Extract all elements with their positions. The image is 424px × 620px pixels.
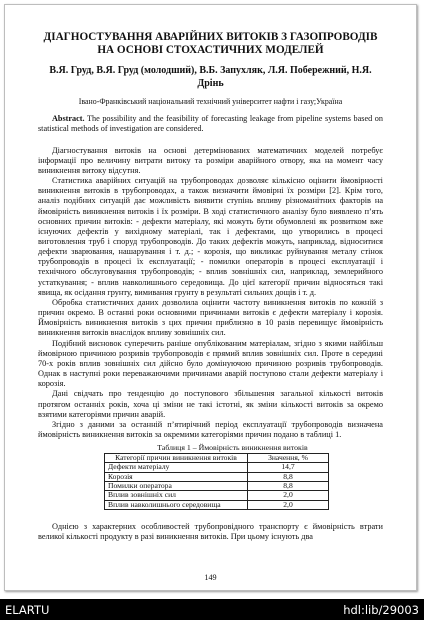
body-paragraph: Статистика аварійних ситуацій на трубопроводах дозволяє кількісно оцінити ймовірності виникнення витоків в трубопроводах, а також визначити ймовірні їх розміри [2]. Крім того, аналіз подібних ситуацій дає можливість виявити ступінь впливу різноманітних факторів на ймовірність виникнення витоків і їх розміри. В ході статистичного аналізу було виявлено п’ять основних причин витоків: - дефекти матеріалу, які можуть бути обумовлені як розвитком вже існуючих дефектів у вихідному матеріалі, так і дефектами, що утворились в процесі виготовлення труб і споруд трубопроводів. До таких дефектів можуть, наприклад, відноситися дефекти зварювання, нашарування і т. д.; - корозія, що викликає руйнування металу стінок трубопроводів в процесі їх експлуатації; - помилки операторів в процесі експлуатації і технічного обслуговування трубопроводів; - вплив зовнішніх сил, наприклад, землерийного устаткування; - вплив навколишнього середовища. До цієї категорії причин відносяться такі явища, як осідання грунту, вимивання грунту в результаті сильних дощів і т. д. xyxy=(38,176,383,297)
paper-authors: В.Я. Груд, В.Я. Груд (молодший), В.Б. Запухляк, Л.Я. Побережний, Н.Я. Дрінь xyxy=(49,65,372,89)
table-header-cell: Категорії причин виникнення витоків xyxy=(105,454,248,463)
table-cell: 2,0 xyxy=(248,491,329,500)
paper-affiliation: Івано-Франківський національний технічний університет нафти і газу;Україна xyxy=(78,97,343,106)
abstract-text: The possibility and the feasibility of forecasting leakage from pipeline systems based on statistical methods of investigation are considered. xyxy=(38,114,383,134)
repository-label: ELARTU xyxy=(5,603,50,617)
table-row xyxy=(105,491,329,500)
table-caption: Таблиця 1 – Ймовірність виникнення витоків xyxy=(157,443,308,453)
table-cell: 2,0 xyxy=(248,500,329,509)
abstract xyxy=(38,114,383,135)
table-cell: Помилки оператора xyxy=(105,482,248,491)
paper-title: ДІАГНОСТУВАННЯ АВАРІЙНИХ ВИТОКІВ З ГАЗОПРОВОДІВ НА ОСНОВІ СТОХАСТИЧНИХ МОДЕЛЕЙ xyxy=(43,31,378,56)
document-page xyxy=(4,4,417,591)
body-paragraph: Дані свідчать про тенденцію до поступового збільшення загальної кількості витоків протягом останніх років, хоча ці зміни не такі істотні, як зміни кількості витоків за окремо взятими категоріями причин аварій. xyxy=(38,389,383,419)
footer-bar xyxy=(0,599,424,620)
spacer xyxy=(38,510,383,522)
table-row xyxy=(105,500,329,509)
body-paragraph: Однією з характерних особливостей трубопровідного транспорту є ймовірність втрати великої кількості продукту в разі виникнення витоків. При цьому існують два xyxy=(38,521,383,542)
body-paragraph: Діагностування витоків на основі детермінованих математичних моделей потребує інформації про величину витрати витоку та розміри аварійного отвору, яка на момент часу виникнення витоку відсутня. xyxy=(38,145,383,175)
table-cell: 14,7 xyxy=(248,463,329,472)
page-content xyxy=(38,24,383,542)
body-paragraph: Подібний висновок суперечить раніше опублікованим матеріалам, згідно з якими найбільш ймовірною причиною розривів трубопроводів є прямий вплив зовнішніх сил. Проте в середині 70-х років вплив зовнішніх сил дійсно було домінуючою причиною розривів трубопроводів. Однак в наступні роки переважаючими причинами аварій поступово стали дефекти матеріалу і корозія. xyxy=(38,338,383,389)
table-header-cell: Значення, % xyxy=(248,454,329,463)
table-cell: Дефекти матеріалу xyxy=(105,463,248,472)
table-cell: 8,8 xyxy=(248,472,329,481)
table-cell: Вплив зовнішніх сил xyxy=(105,491,248,500)
body-paragraph: Згідно з даними за останній п’ятирічний період експлуатації трубопроводів визначена ймовірність виникнення витоків за окремими категоріями причин подано в таблиці 1. xyxy=(38,419,383,439)
body-paragraph: Обробка статистичних даних дозволила оцінити частоту виникнення витоків по кожній з причин окремо. В останні роки основними причинами витоків є дефекти матеріалу і корозія. Ймовірність виникнення витоків з цих причин приблизно в 10 разів перевищує ймовірність виникнення витоків внаслідок впливу зовнішніх сил. xyxy=(38,297,383,338)
table-cell: 8,8 xyxy=(248,482,329,491)
table-cell: Вплив навколишнього середовища xyxy=(105,500,248,509)
page-number: 149 xyxy=(204,573,217,582)
table-cell: Корозія xyxy=(105,472,248,481)
table-row xyxy=(105,463,329,472)
abstract-label: Abstract. xyxy=(52,114,85,123)
probability-table xyxy=(104,453,329,510)
handle-label: hdl:lib/29003 xyxy=(343,603,419,617)
